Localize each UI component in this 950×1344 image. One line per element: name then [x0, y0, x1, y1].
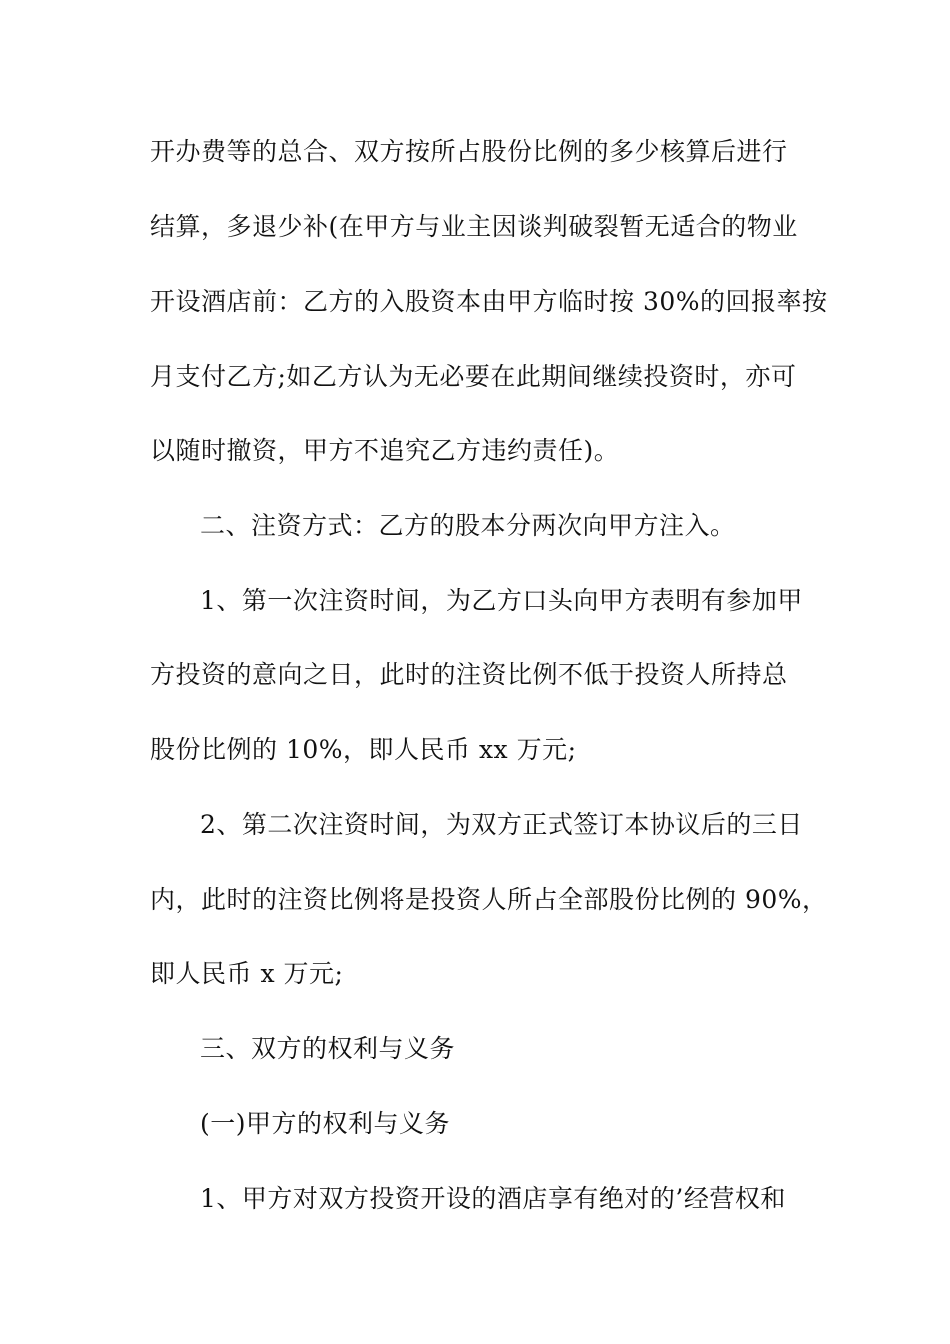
subsection-heading-party-a: (一)甲方的权利与义务	[200, 1109, 451, 1138]
paragraph-line: 结算，多退少补(在甲方与业主因谈判破裂暂无适合的物业	[150, 212, 798, 241]
paragraph-line: 2、第二次注资时间，为双方正式签订本协议后的三日	[200, 810, 803, 839]
paragraph-line: 方投资的意向之日，此时的注资比例不低于投资人所持总	[150, 660, 788, 689]
paragraph-line: 月支付乙方;如乙方认为无必要在此期间继续投资时，亦可	[150, 362, 797, 391]
paragraph-line: 开设酒店前：乙方的入股资本由甲方临时按 30%的回报率按	[150, 287, 828, 316]
section-heading-investment-method: 二、注资方式：乙方的股本分两次向甲方注入。	[200, 511, 736, 540]
paragraph-line: 1、甲方对双方投资开设的酒店享有绝对的’经营权和	[200, 1184, 786, 1213]
paragraph-line: 内，此时的注资比例将是投资人所占全部股份比例的 90%，	[150, 885, 828, 914]
paragraph-line: 股份比例的 10%，即人民币 xx 万元;	[150, 735, 577, 764]
paragraph-line: 开办费等的总合、双方按所占股份比例的多少核算后进行	[150, 137, 788, 166]
paragraph-line: 即人民币 x 万元;	[150, 959, 344, 988]
paragraph-line: 1、第一次注资时间，为乙方口头向甲方表明有参加甲	[200, 586, 803, 615]
paragraph-line: 以随时撤资，甲方不追究乙方违约责任)。	[150, 436, 620, 465]
section-heading-rights-obligations: 三、双方的权利与义务	[200, 1034, 456, 1063]
